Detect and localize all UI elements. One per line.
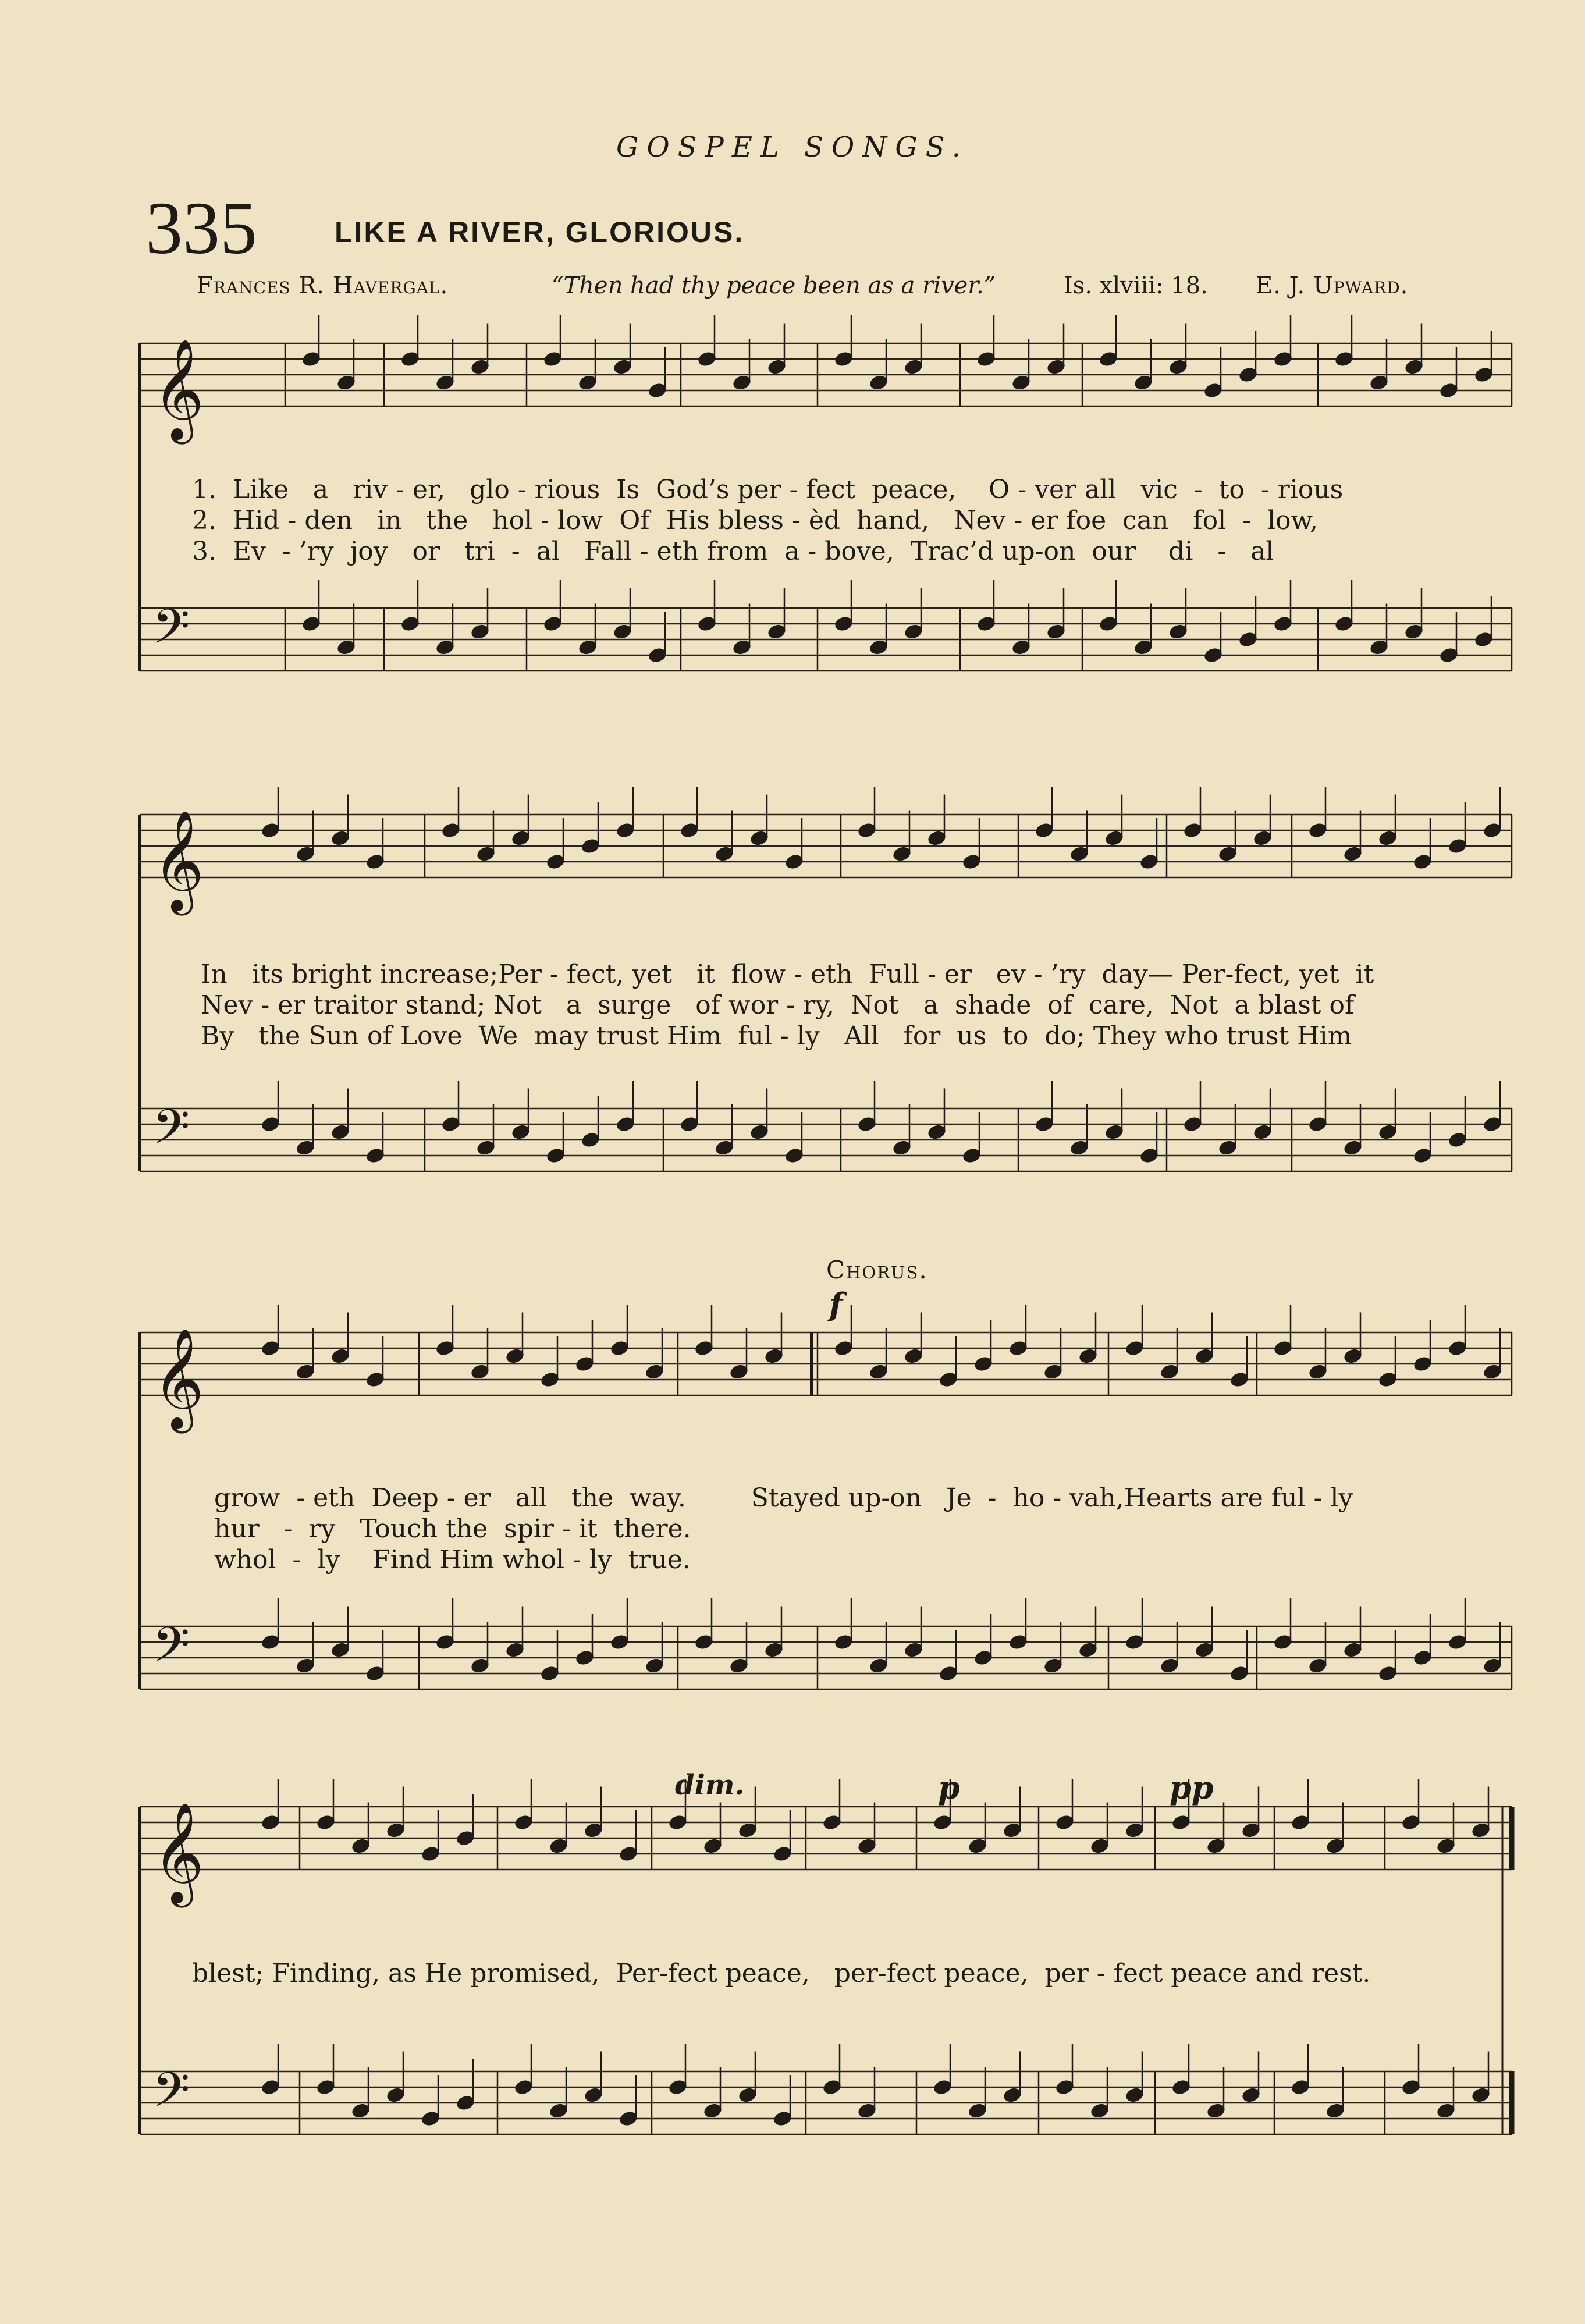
bass-clef-icon: 𝄢: [152, 1099, 190, 1167]
lyric-line: blest; Finding, as He promised, Per-fect peace, per-fect peace, per - fect peace and rest.: [192, 1959, 1371, 1988]
hymn-number: 335: [145, 187, 257, 269]
dynamic-dim: dim.: [675, 1769, 745, 1801]
treble-clef-icon: 𝄞: [152, 1328, 204, 1429]
bass-clef-icon: 𝄢: [152, 1616, 190, 1685]
lyric-line: whol - ly Find Him whol - ly true.: [214, 1545, 691, 1575]
verse-lyrics-system-1: [192, 474, 1343, 567]
lyric-line: grow - eth Deep - er all the way. Stayed up-on Je - ho - vah,Hearts are ful - ly: [214, 1483, 1353, 1513]
hymn-author: Frances R. Havergal.: [197, 272, 449, 299]
lyric-line: In its bright increase;Per - fect, yet it flow - eth Full - er ev - ’ry day— Per-fect, yet it: [201, 960, 1374, 989]
dynamic-pianissimo: pp: [1170, 1769, 1214, 1806]
verse-lyrics-system-2: [201, 959, 1374, 1051]
lyric-line: 1. Like a riv - er, glo - rious Is God’s per - fect peace, O - ver all vic - to - rious: [192, 475, 1344, 504]
hymn-composer: E. J. Upward.: [1256, 272, 1409, 299]
scripture-quote: “Then had thy peace been as a river.”: [552, 272, 996, 299]
verse-lyrics-system-4: [192, 1958, 1370, 1989]
verse-lyrics-system-3: [214, 1483, 1353, 1575]
treble-clef-icon: 𝄞: [152, 339, 204, 440]
lyric-line: 3. Ev - ’ry joy or tri - al Fall - eth from a - bove, Trac’d up-on our di - al: [192, 536, 1274, 566]
page-header: GOSPEL SONGS.: [616, 131, 969, 164]
bass-clef-icon: 𝄢: [152, 598, 190, 666]
treble-clef-icon: 𝄞: [152, 1802, 204, 1903]
hymn-title: LIKE A RIVER, GLORIOUS.: [335, 216, 745, 248]
scripture-reference: Is. xlviii: 18.: [1064, 272, 1208, 299]
lyric-line: Nev - er traitor stand; Not a surge of wor - ry, Not a shade of care, Not a blast of: [201, 990, 1355, 1020]
bass-clef-icon: 𝄢: [152, 2062, 190, 2130]
lyric-line: 2. Hid - den in the hol - low Of His bless - èd hand, Nev - er foe can fol - low,: [192, 506, 1318, 535]
lyric-line: hur - ry Touch the spir - it there.: [214, 1514, 691, 1544]
lyric-line: By the Sun of Love We may trust Him ful - ly All for us to do; They who trust Him: [201, 1021, 1352, 1051]
chorus-label: Chorus.: [826, 1256, 928, 1284]
dynamic-forte: f: [829, 1286, 843, 1323]
dynamic-piano: p: [938, 1769, 960, 1806]
treble-clef-icon: 𝄞: [152, 810, 204, 911]
